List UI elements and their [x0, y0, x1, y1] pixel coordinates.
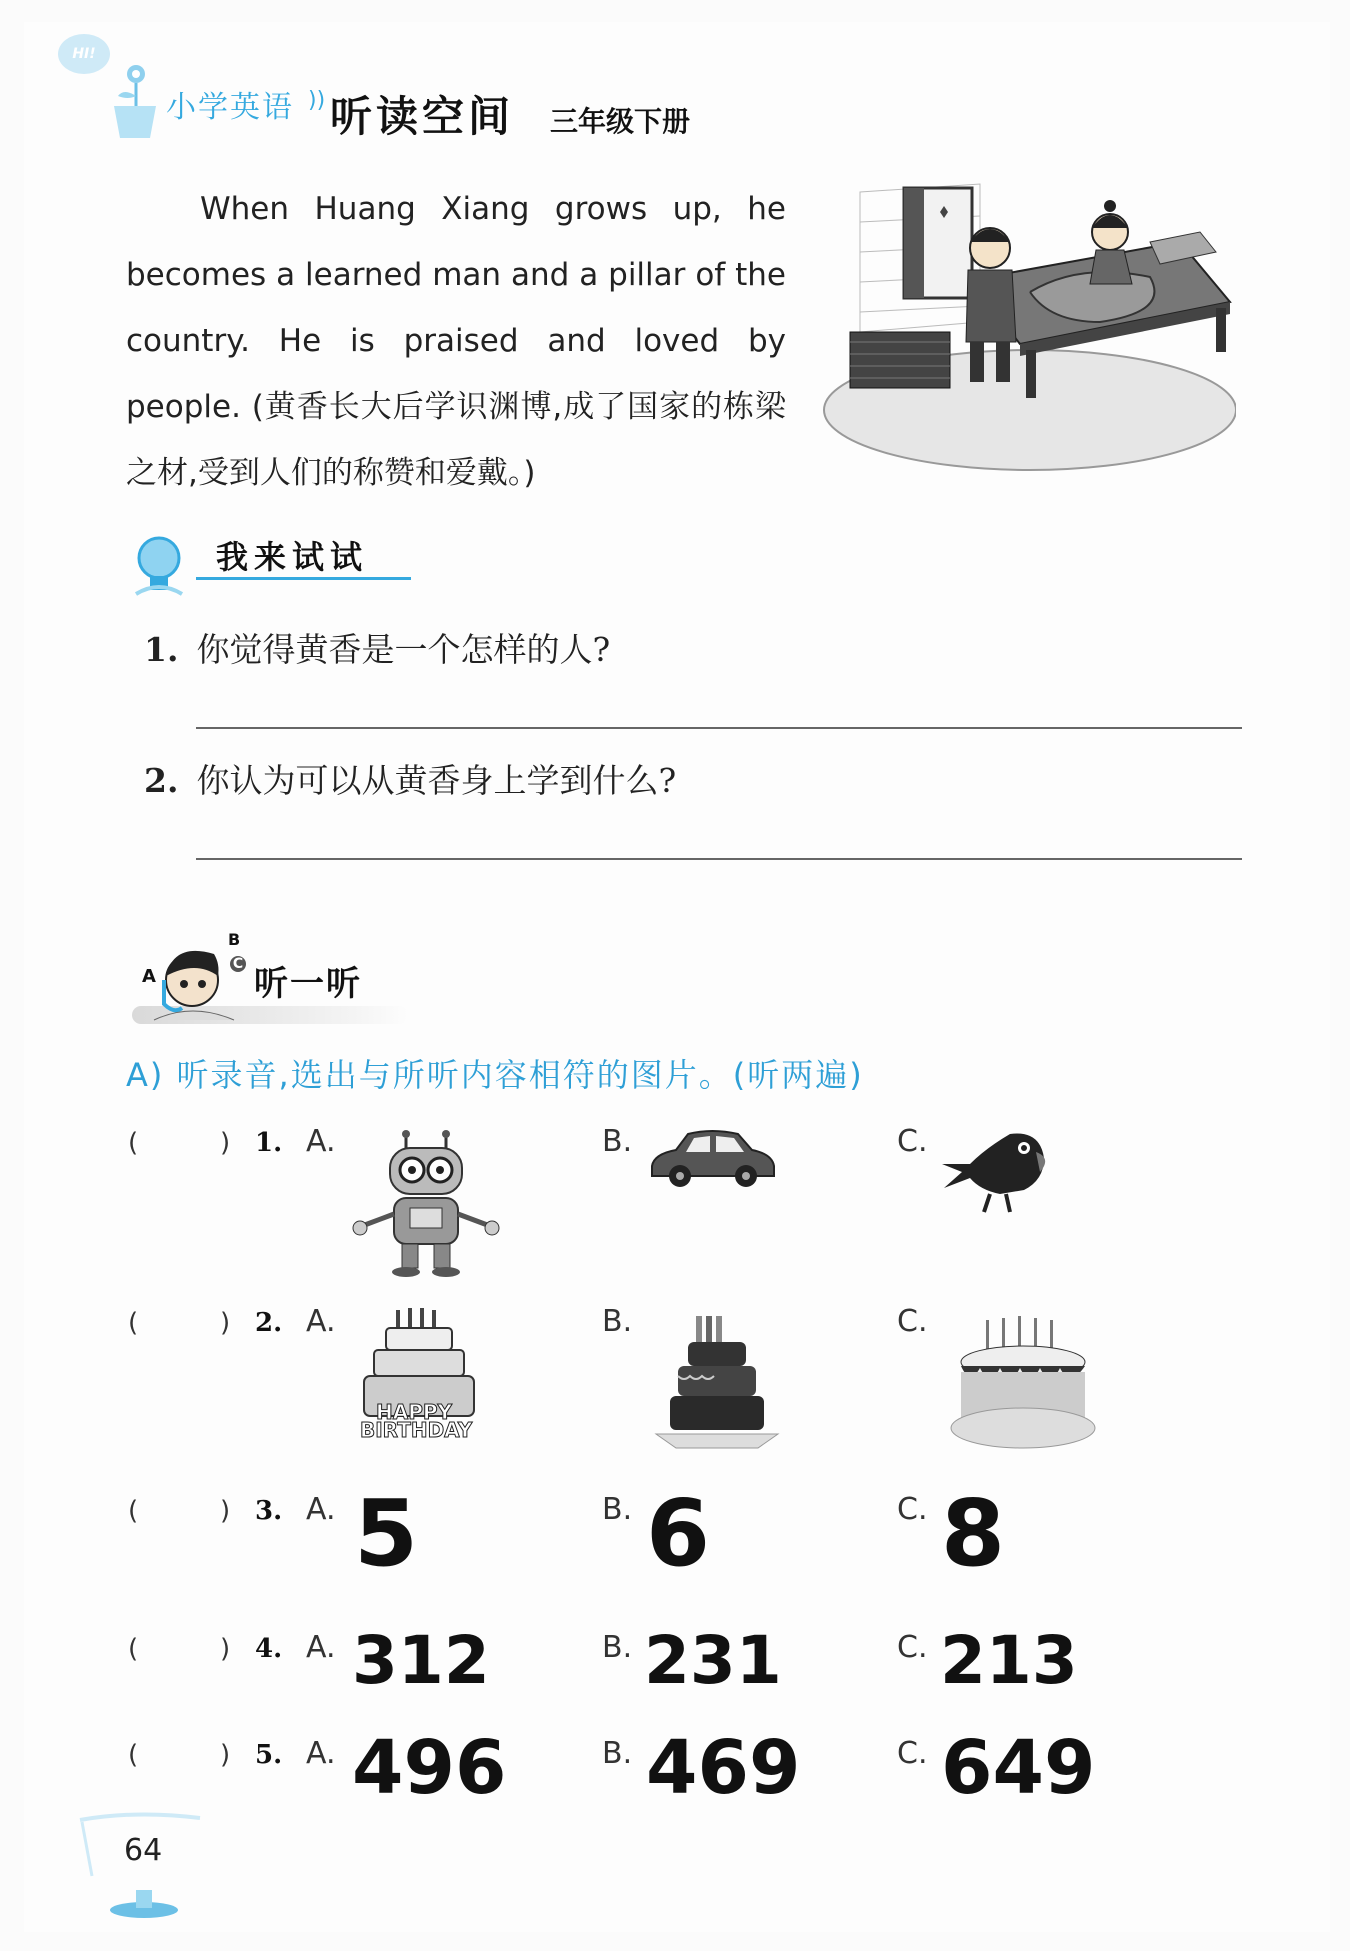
parrot-icon[interactable] — [940, 1124, 1052, 1216]
letter-b: B — [228, 930, 241, 949]
answer-line-2[interactable] — [196, 858, 1242, 860]
option-label[interactable]: C. — [897, 1124, 928, 1159]
fancy-cake-icon[interactable] — [950, 1316, 1096, 1456]
number-option[interactable]: 496 — [352, 1725, 507, 1811]
number-option[interactable]: 5 — [354, 1480, 419, 1587]
huang-xiang-illustration — [820, 172, 1236, 472]
hi-bubble: HI! — [58, 34, 110, 74]
cake-text-birthday: BIRTHDAY — [360, 1418, 473, 1442]
cake-text-happy: HAPPY — [376, 1400, 453, 1424]
story-paragraph: When Huang Xiang grows up, he becomes a learned man and a pillar of the country. He is praised and loved by people. (黄香长大后学识渊博,成了国家的栋梁之材,受到人们的称赞和爱戴。) — [126, 191, 786, 491]
question-text: 你认为可以从黄香身上学到什么? — [196, 761, 677, 800]
number-option[interactable]: 8 — [941, 1480, 1006, 1587]
option-label[interactable]: B. — [602, 1304, 633, 1339]
option-label[interactable]: B. — [602, 1124, 633, 1159]
number-option[interactable]: 312 — [352, 1622, 490, 1699]
robot-icon[interactable] — [350, 1128, 504, 1278]
number-option[interactable]: 6 — [646, 1480, 711, 1587]
grade-label: 三年级下册 — [550, 105, 691, 138]
page-number: 64 — [124, 1833, 163, 1868]
option-label[interactable]: A. — [306, 1630, 336, 1665]
question-number: 2. — [144, 761, 179, 800]
listen-section-title: 听一听 — [254, 964, 362, 1004]
question-number: 1. — [144, 630, 179, 669]
story-text — [126, 176, 786, 506]
item-number: 5. — [255, 1740, 283, 1770]
letter-a: A — [142, 966, 156, 987]
answer-bracket-close: ) — [220, 1128, 231, 1158]
car-icon[interactable] — [646, 1126, 778, 1192]
answer-bracket-close: ) — [220, 1740, 231, 1770]
option-label[interactable]: B. — [602, 1736, 633, 1771]
item-number: 3. — [255, 1496, 283, 1526]
option-label[interactable]: A. — [306, 1492, 336, 1527]
option-label[interactable]: A. — [306, 1304, 336, 1339]
option-label[interactable]: C. — [897, 1304, 928, 1339]
option-label[interactable]: B. — [602, 1630, 633, 1665]
candle-cake-icon[interactable] — [654, 1310, 780, 1460]
question-text: 你觉得黄香是一个怎样的人? — [196, 630, 611, 669]
option-label[interactable]: A. — [306, 1124, 336, 1159]
answer-bracket-open[interactable]: ( — [128, 1634, 139, 1664]
letter-c: C — [230, 956, 246, 972]
try-section-title: 我来试试 — [216, 538, 369, 576]
answer-line-1[interactable] — [196, 727, 1242, 729]
option-label[interactable]: C. — [897, 1492, 928, 1527]
sound-waves-icon: )) — [308, 88, 326, 113]
flowerpot-icon — [102, 60, 162, 140]
answer-bracket-close: ) — [220, 1308, 231, 1338]
number-option[interactable]: 649 — [941, 1725, 1096, 1811]
answer-bracket-close: ) — [220, 1634, 231, 1664]
book-title: 听读空间 — [330, 92, 515, 141]
answer-bracket-open[interactable]: ( — [128, 1308, 139, 1338]
number-option[interactable]: 231 — [644, 1622, 782, 1699]
question-2 — [144, 755, 676, 802]
option-label[interactable]: A. — [306, 1736, 336, 1771]
lightbulb-icon — [126, 530, 192, 600]
answer-bracket-close: ) — [220, 1496, 231, 1526]
item-number: 1. — [255, 1128, 283, 1158]
answer-bracket-open[interactable]: ( — [128, 1740, 139, 1770]
answer-bracket-open[interactable]: ( — [128, 1496, 139, 1526]
number-option[interactable]: 213 — [940, 1622, 1078, 1699]
item-number: 2. — [255, 1308, 283, 1338]
instruction-a: A) 听录音,选出与所听内容相符的图片。(听两遍) — [126, 1056, 864, 1094]
answer-bracket-open[interactable]: ( — [128, 1128, 139, 1158]
option-label[interactable]: B. — [602, 1492, 633, 1527]
title-underline — [196, 577, 411, 580]
option-label[interactable]: C. — [897, 1630, 928, 1665]
option-label[interactable]: C. — [897, 1736, 928, 1771]
question-1 — [144, 624, 610, 671]
series-name: 小学英语 — [166, 90, 294, 125]
number-option[interactable]: 469 — [646, 1725, 801, 1811]
item-number: 4. — [255, 1634, 283, 1664]
